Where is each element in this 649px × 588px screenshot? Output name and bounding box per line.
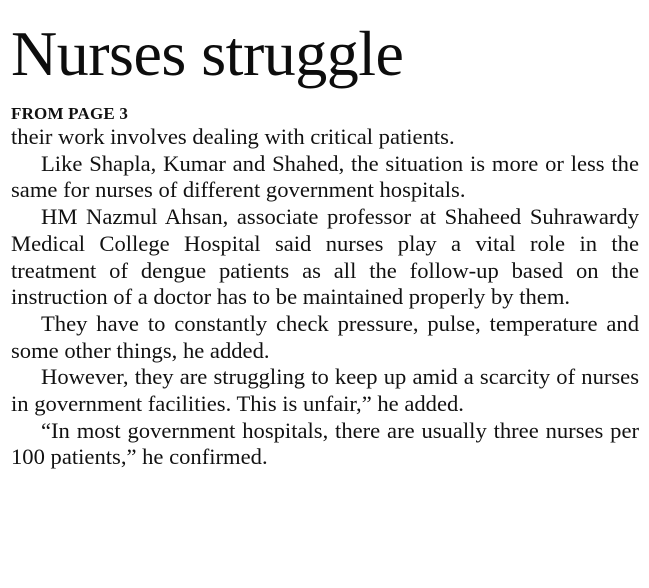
paragraph-2: Like Shapla, Kumar and Shahed, the situation is more or less the same for nurses of different government hospitals. (11, 150, 639, 203)
paragraph-1: their work involves dealing with critical patients. (11, 124, 455, 149)
headline: Nurses struggle (11, 18, 404, 89)
continuation-label: FROM PAGE 3 (11, 104, 129, 123)
article (11, 18, 639, 471)
paragraph-6: “In most government hospitals, there are usually three nurses per 100 patients,” he confirmed. (11, 417, 639, 470)
paragraph-5: However, they are struggling to keep up amid a scarcity of nurses in government facilities. This is unfair,” he added. (11, 364, 639, 417)
article-body (11, 124, 639, 471)
paragraph-4: They have to constantly check pressure, pulse, temperature and some other things, he added. (11, 310, 639, 363)
paragraph-3: HM Nazmul Ahsan, associate professor at Shaheed Suhrawardy Medical College Hospital said nurses play a vital role in the treatment of dengue patients as all the follow-up based on the instruction of a doctor has to be maintained properly by them. (11, 204, 639, 310)
